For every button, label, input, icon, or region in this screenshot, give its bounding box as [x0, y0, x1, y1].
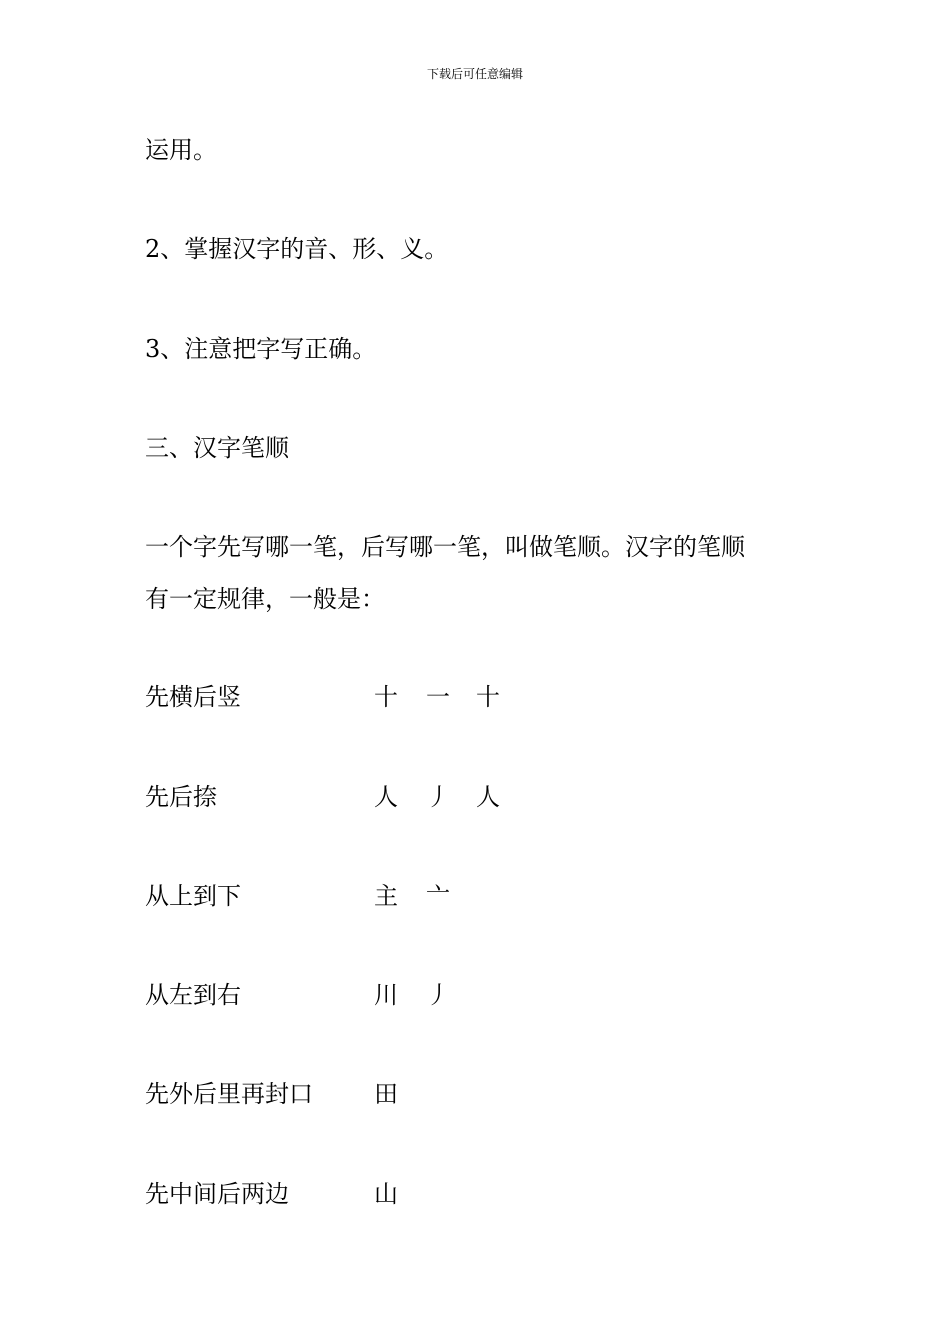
stroke-char: 一 — [426, 683, 450, 711]
section-heading: 三、汉字笔顺 — [145, 434, 289, 462]
stroke-rule-label: 从上到下 — [145, 882, 241, 910]
page-header: 下载后可任意编辑 — [426, 67, 523, 81]
paragraph-line-6: 有一定规律，一般是： — [145, 585, 385, 613]
paragraph-line-3: 3、注意把字写正确。 — [145, 335, 377, 363]
paragraph-line-2: 2、掌握汉字的音、形、义。 — [145, 235, 449, 263]
stroke-char: 山 — [374, 1180, 398, 1208]
stroke-char: 丿 — [426, 981, 450, 1009]
paragraph-line-5: 一个字先写哪一笔，后写哪一笔，叫做笔顺。汉字的笔顺 — [145, 533, 745, 561]
stroke-char: 人 — [374, 783, 398, 811]
stroke-char: 川 — [374, 981, 398, 1009]
stroke-char: 主 — [374, 882, 398, 910]
stroke-rule-label: 从左到右 — [145, 981, 241, 1009]
stroke-char: 丿 — [426, 783, 450, 811]
stroke-rule-label: 先后捺 — [145, 783, 217, 811]
stroke-char: 十 — [476, 683, 500, 711]
stroke-char: 十 — [374, 683, 398, 711]
paragraph-line-1: 运用。 — [145, 136, 217, 164]
stroke-char: 田 — [374, 1080, 398, 1108]
stroke-rule-label: 先横后竖 — [145, 683, 241, 711]
stroke-char: 人 — [476, 783, 500, 811]
stroke-char: 亠 — [426, 882, 450, 910]
stroke-rule-label: 先中间后两边 — [145, 1180, 289, 1208]
stroke-rule-label: 先外后里再封口 — [145, 1080, 313, 1108]
